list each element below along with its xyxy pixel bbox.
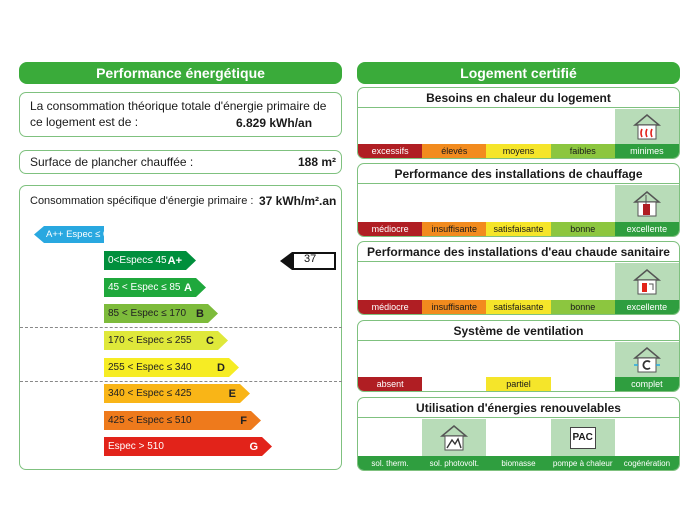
rating-cell: bonne: [551, 300, 615, 314]
marker-value: 37: [304, 253, 317, 265]
class-arrow-d: [104, 358, 239, 377]
class-arrow-a: [104, 278, 206, 297]
rating-scale: [358, 377, 679, 391]
rating-cell: excellente: [615, 300, 679, 314]
section-title: Utilisation d'énergies renouvelables: [358, 398, 679, 418]
consumption-value: 6.829 kWh/an: [236, 116, 313, 130]
consumption-text-line2: ce logement est de :: [30, 115, 139, 129]
class-range-label: 0<Espec≤ 45: [108, 255, 167, 266]
rating-cell: satisfaisante: [486, 300, 550, 314]
energy-performance-title: Performance énergétique: [96, 65, 265, 81]
section-title: Besoins en chaleur du logement: [358, 88, 679, 108]
rating-cell: complet: [615, 377, 679, 391]
certified-section-4: [357, 320, 680, 392]
rating-scale: [358, 144, 679, 158]
rating-cell: moyens: [486, 144, 550, 158]
rating-scale: [358, 222, 679, 236]
pac-label: PAC: [572, 432, 593, 443]
surface-label: Surface de plancher chauffée :: [30, 155, 194, 169]
ventilation-icon: [632, 345, 662, 375]
certified-section-1: [357, 87, 680, 159]
class-letter: B: [196, 307, 204, 320]
class-range-label: 85 < Espec ≤ 170: [108, 308, 187, 319]
energy-value-marker: [280, 252, 336, 270]
rating-cell: [551, 377, 615, 391]
rating-cell: excessifs: [358, 144, 422, 158]
certified-header: [357, 62, 680, 84]
class-range-label: 255 < Espec ≤ 340: [108, 362, 192, 373]
rating-cell: bonne: [551, 222, 615, 236]
rating-cell: absent: [358, 377, 422, 391]
rating-icon-box: [615, 185, 679, 222]
class-range-label: Espec > 510: [108, 441, 164, 452]
rating-cell: satisfaisante: [486, 222, 550, 236]
class-range-label: 425 < Espec ≤ 510: [108, 415, 192, 426]
rating-cell: pompe à chaleur: [551, 456, 615, 470]
class-letter: D: [217, 361, 225, 374]
boiler-icon: [632, 189, 662, 219]
certified-section-5: [357, 397, 680, 471]
class-arrow-e: [104, 384, 250, 403]
rating-cell: médiocre: [358, 300, 422, 314]
consumption-text-line1: La consommation théorique totale d'énergie primaire de: [30, 99, 327, 113]
certified-title: Logement certifié: [460, 65, 577, 81]
surface-panel: [19, 150, 342, 174]
rating-cell: [422, 377, 486, 391]
rating-scale: [358, 300, 679, 314]
section-title: Performance des installations de chauffage: [358, 164, 679, 184]
section-title: Système de ventilation: [358, 321, 679, 341]
rating-cell: cogénération: [615, 456, 679, 470]
class-range-label: 170 < Espec ≤ 255: [108, 335, 192, 346]
class-arrow-b: [104, 304, 218, 323]
class-letter: A+: [167, 254, 182, 267]
certified-section-2: [357, 163, 680, 237]
rating-cell: élevés: [422, 144, 486, 158]
photovoltaic-icon-box: [422, 419, 486, 456]
heating-radiator-icon: [632, 112, 662, 142]
class-letter: A: [184, 281, 192, 294]
rating-cell: médiocre: [358, 222, 422, 236]
certified-section-3: [357, 241, 680, 315]
class-separator-2: [20, 381, 342, 382]
rating-cell: sol. photovolt.: [422, 456, 486, 470]
pac-label-box: [570, 427, 596, 449]
rating-scale: [358, 456, 679, 470]
class-letter: E: [228, 387, 236, 400]
class-arrow-c: [104, 331, 228, 350]
rating-cell: partiel: [486, 377, 550, 391]
class-arrow-a-plus: [104, 251, 196, 270]
consumption-panel: [19, 92, 342, 137]
section-title: Performance des installations d'eau chaude sanitaire: [358, 242, 679, 262]
rating-cell: insuffisante: [422, 222, 486, 236]
rating-cell: insuffisante: [422, 300, 486, 314]
photovoltaic-icon: [439, 423, 469, 453]
rating-cell: excellente: [615, 222, 679, 236]
energy-performance-header: [19, 62, 342, 84]
class-range-label: 45 < Espec ≤ 85: [108, 282, 181, 293]
rating-cell: faibles: [551, 144, 615, 158]
heat-pump-icon-box: [551, 419, 615, 456]
class-range-label: 340 < Espec ≤ 425: [108, 388, 192, 399]
rating-icon-box: [615, 109, 679, 144]
class-letter: F: [240, 414, 247, 427]
hot-water-icon: [632, 267, 662, 297]
class-letter: G: [249, 440, 258, 453]
class-arrow-g: [104, 437, 272, 456]
surface-value: 188 m²: [298, 155, 337, 169]
class-letter: C: [206, 334, 214, 347]
specific-consumption-label: Consommation spécifique d'énergie primaire :: [30, 195, 254, 207]
class-app-label: A++ Espec ≤ 0: [46, 229, 109, 240]
rating-icon-box: [615, 263, 679, 300]
specific-consumption-value: 37 kWh/m².an: [259, 194, 337, 208]
class-separator-1: [20, 327, 342, 328]
rating-cell: biomasse: [486, 456, 550, 470]
class-app-arrow: [34, 226, 109, 243]
rating-icon-box: [615, 342, 679, 377]
rating-cell: sol. therm.: [358, 456, 422, 470]
rating-cell: minimes: [615, 144, 679, 158]
class-arrow-f: [104, 411, 261, 430]
